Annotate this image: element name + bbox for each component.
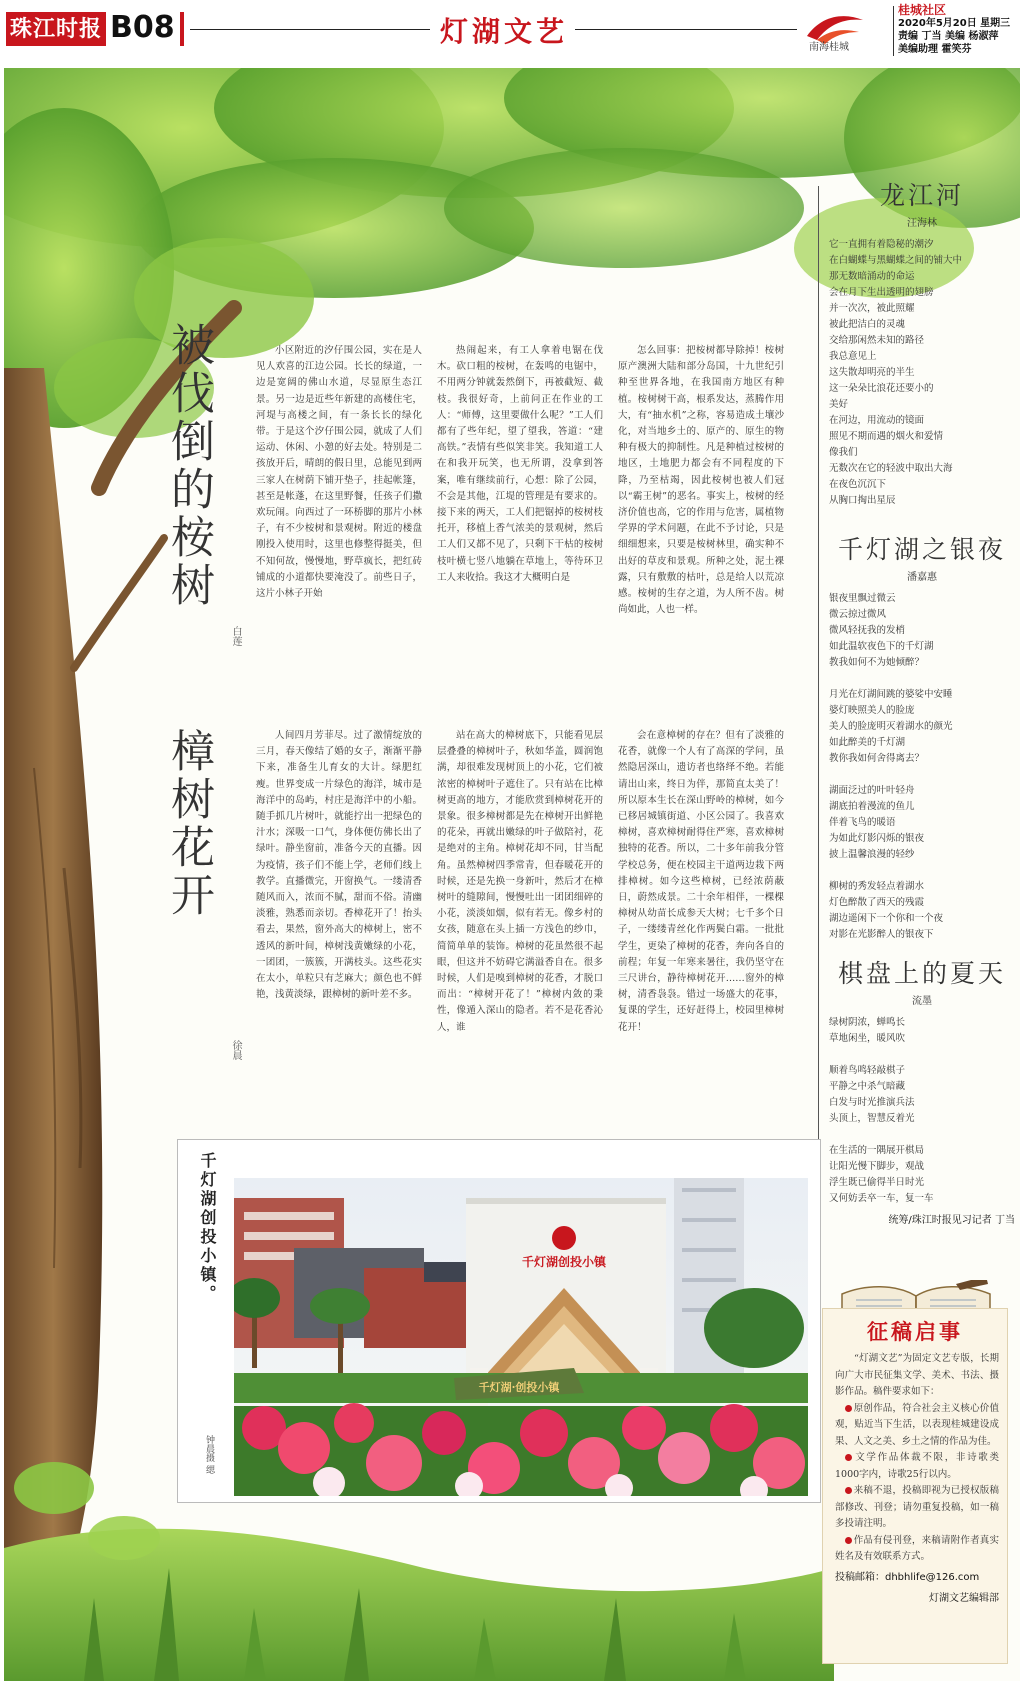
poem-line: 绿树阴浓，蝉鸣长 [829, 1017, 906, 1028]
poem-line: 照见不期而遇的烟火和爱情 [829, 431, 944, 442]
poem-line: 并一次次，被此照耀 [829, 303, 915, 314]
poem-line: 湖底拍着漫流的鱼儿 [829, 801, 915, 812]
poem-line: 草地闲坐，暖风吹 [829, 1033, 906, 1044]
notice-text [835, 1351, 999, 1566]
page-number: B08 [110, 10, 175, 45]
poem-line: 会在月下生出透明的翅膀 [829, 287, 934, 298]
poem-line: 在夜色沉沉下 [829, 479, 887, 490]
masthead [0, 0, 1024, 64]
poem-line: 如此醉美的千灯湖 [829, 737, 906, 748]
poem-line: 美人的脸庞明灭着湖水的颜光 [829, 721, 953, 732]
brand-name: 南海桂城 [809, 42, 849, 53]
poem-line: 如此温软夜色下的千灯湖 [829, 641, 934, 652]
poem-line: 柳树的秀发轻点着湖水 [829, 881, 925, 892]
poem-longjiang [829, 176, 1015, 509]
poem2-stanza [829, 591, 1015, 671]
article2-column-1: 人间四月芳菲尽。过了激情绽放的三月，春天像结了婚的女子，渐渐平静下来，准备生儿育女的大计。绿肥红瘦。世界变成一片绿色的海洋，城市是海洋中的岛屿，村庄是海洋中的小船。随手抓几片树叶，就能拧出一把绿色的汁水；深吸一口气，身体便仿佛长出了绿叶。静坐窗前，准备今天的直播。因为疫情，孩子们不能上学，老师们线上教学。直播微完，开窗换气。一缕清香随风而入，浓而不腻，甜而不俗。清幽淡雅，熟悉而亲切。香樟花开了！抬头看去，果然，窗外高大的樟树上，密不透风的新叶间，樟树浅黄嫩绿的小花，一团团，一簇簇，开满枝头。这些花实在太小，单粒只有芝麻大；颜色也不鲜艳，浅黄淡绿，跟樟树的新叶差不多。 [256, 730, 422, 1001]
notice-intro: “灯湖文艺”为固定文艺专版，长期向广大市民征集文学、美术、书法、摄影作品。稿件要求如下： [835, 1353, 999, 1397]
building-sign: 千灯湖创投小镇 [521, 1255, 607, 1269]
poem-line: 披上温馨浪漫的轻纱 [829, 849, 915, 860]
poem-column-rule [818, 186, 819, 1246]
poem-line: 在生活的一隅展开棋局 [829, 1145, 925, 1156]
poem3-title: 棋盘上的夏天 [837, 959, 1006, 988]
poem-line: 我总意见上 [829, 351, 877, 362]
poem3-author: 流墨 [912, 996, 932, 1007]
article1-column-2: 热闹起来，有工人拿着电锯在伐木。砍口粗的桉树，在轰鸣的电锯中，不用两分钟就轰然倒下，再被截短、截枝。我很好奇，上前问正在作业的工人：“师傅，这里要做什么呢？”工人们都有了些年纪，望了望我，答道：“建高铁。”表情有些似笑非笑。我知道工人在和我开玩笑，也无所谓，没拿到答案，唯有继续前行，心想：除了公园，不会是其他，江堤的管理是有要求的。接下来的两天，工人们把锯掉的桉树枝托开，移植上香气浓美的景观树，然后工人们又都不见了，只剩下干枯的桉树枝叶横七竖八地躺在草地上，等待环卫工人来收拾。我这才大概明白是 [437, 345, 603, 583]
poem-line: 平静之中杀气暗藏 [829, 1081, 906, 1092]
poem-line: 在河边，用流动的镜面 [829, 415, 925, 426]
poem3-stanza [829, 1015, 1015, 1047]
bullet-icon [845, 1405, 852, 1412]
notice-rule: 原创作品，符合社会主义核心价值观，贴近当下生活，以表现桂城建设成果、人文之美、乡土之情的作品为佳。 [835, 1402, 999, 1447]
poem2-stanza [829, 783, 1015, 863]
poem2-stanza [829, 879, 1015, 943]
assistant-credit: 美编助理 霍笑芬 [898, 44, 972, 55]
poem-qiandenghu [829, 530, 1015, 959]
poem-line: 微风轻抚我的发梢 [829, 625, 906, 636]
poem-line: 月光在灯湖间跳的婆娑中安睡 [829, 689, 953, 700]
poem-line: 它一直拥有着隐秘的潮汐 [829, 239, 934, 250]
poem-line: 湖面泛过的叶叶轻舟 [829, 785, 915, 796]
poem-line: 被此把洁白的灵魂 [829, 319, 906, 330]
header-divider [893, 6, 894, 56]
poem-line: 浮生既已偷得半日时光 [829, 1177, 925, 1188]
poem3-stanza [829, 1063, 1015, 1127]
poem-line: 伴着飞鸟的暖语 [829, 817, 896, 828]
coordinator-credit: 统筹/珠江时报见习记者 丁当 [888, 1215, 1015, 1226]
poem-line: 湖边遥闲下一个你和一个夜 [829, 913, 944, 924]
issue-date: 2020年5月20日 星期三 [898, 18, 1011, 29]
photo-credit: 钟晨摄 缌 [204, 1435, 214, 1474]
section-title: 灯湖文艺 [440, 15, 569, 48]
poem2-stanza [829, 687, 1015, 767]
article1-column-1: 小区附近的汐仔围公园，实在是人见人欢喜的江边公园。长长的绿道，一边是宽阔的佛山水道，尽显原生态江景。另一边是近些年新建的高楼住宅，河堤与高楼之间，有一条长长的绿化带。于是这个汐仔围公园，就成了人们运动、休闲、小憩的好去处。特别是二孩放开后，晴朗的假日里，总能见到两三家人在树荫下铺开垫子，挂起帐篷，甚至是帐蓬，在这里野餐，任孩子们撒欢玩闹。向西过了一环桥脚的那片小林子，有不少桉树和景观树。附近的楼盘刚投入使用时，这里也修整得挺美，但不知何故，慢慢地，野草疯长，把红砖铺成的小道都快要淹没了。前些日子，这片小林子开始 [256, 345, 422, 600]
poem-chessboard [829, 954, 1015, 1226]
poem-line: 在白蝴蝶与黑蝴蝶之间的铺大中 [829, 255, 963, 266]
poem-line: 对影在光影醉人的银夜下 [829, 929, 934, 940]
poem3-stanza [829, 1143, 1015, 1207]
stone-sign: 千灯湖·创投小镇 [478, 1381, 560, 1394]
poem-line: 让阳光慢下脚步，观战 [829, 1161, 925, 1172]
call-for-submissions [822, 1280, 1016, 1666]
poem1-title: 龙江河 [879, 181, 964, 210]
poem-line: 这一朵朵比浪花还要小的 [829, 383, 934, 394]
notice-rule: 文学作品体裁不限，非诗歌类1000字内，诗歌25行以内。 [835, 1452, 999, 1480]
newspaper-logo: 珠江时报 [6, 12, 106, 46]
article2-column-2: 站在高大的樟树底下，只能看见层层叠叠的樟树叶子，秋如华盖，圆润饱满，却很难发现树顶上的小花，它们被浓密的樟树叶子遮住了。只有站在比樟树更高的地方，才能欣赏到樟树花开的景象。很多樟树都是先在樟树开出鲜艳的花朵，再就出嫩绿的叶子做陪衬，花是绝对的主角。樟树花却不同，甘当配角。虽然樟树四季常青，但春暖花开的时候，还是先换一身新叶，然后才在樟树叶的缝隙间，慢慢吐出一团团细碎的小花，淡淡如烟，似有若无。像乡村的女孩，随意在头上插一方浅色的纱巾，简简单单的装饰。樟树的花虽然很不起眼，但这并不妨碍它满溢香自在。很多时候，人们是嗅到樟树的花香，才脱口而出：“樟树开花了！”樟树内敛的秉性，像遁入深山的隐者。若不是花香沁人，谁 [437, 730, 603, 1033]
poem-line: 教你我如何舍得离去？ [829, 753, 925, 764]
notice-body [822, 1308, 1008, 1664]
column-name: 桂城社区 [898, 3, 947, 17]
poem-line: 这失散却明亮的半生 [829, 367, 915, 378]
article1-column-3: 怎么回事：把桉树都导除掉！桉树原产澳洲大陆和部分岛国，十九世纪引种至世界各地，在我国南方地区有种植。桉树树干高，根系发达，蒸腾作用大，有“抽水机”之称，容易造成土壤沙化，对当地乡土的、原产的、原生的物种有极大的抑制性。凡是种植过桉树的地区，土地肥力都会有不同程度的下降，乃至枯竭，因此桉树也被人们冠以“霸王树”的恶名。事实上，桉树的经济价值也高，它的作用与危害，属植物学界的学术问题，在此不予讨论，只是细细想来，只要是桉树林里，确实种不出好的草皮和景观。所种之处，泥土裸露，只有敷敷的枯叶，总是给人以荒凉感。桉树的生存之道，为人所不齿。树尚如此，人也一样。 [618, 345, 784, 616]
poem-line: 美好 [829, 399, 849, 410]
poem-line: 又何妨丢卒一车，复一车 [829, 1193, 934, 1204]
article2-author: 徐晨 [230, 1040, 241, 1060]
header-rule-right [575, 29, 797, 30]
poem-line: 微云掠过微风 [829, 609, 887, 620]
poem-line: 那无数暗涌动的命运 [829, 271, 915, 282]
poem-line: 无数次在它的轻波中取出大海 [829, 463, 953, 474]
notice-title: 征稿启事 [867, 1319, 963, 1344]
article2-column-3: 会在意樟树的存在？但有了淡雅的花香，就像一个人有了高深的学问，虽然隐居深山，遗访者也络绎不绝。若能请出山来，终日为伴，那简直太美了！所以原本生长在深山野岭的樟树，如今已移居城镇街道、小区公园了。我喜欢樟树，喜欢樟树耐得住严寒，喜欢樟树独特的花香。所以，二十多年前我分管学校总务，便在校园主干道两边栽下两排樟树。如今这些樟树，已经浓荫蔽日，蔚然成景。二十余年相伴，一棵棵樟树从幼苗长成参天大树；七千多个日子，一缕缕青丝化作两鬓白霜。一批批学生，更染了樟树的花香，奔向各自的前程；年复一年寒来暑往，我仍坚守在三尺讲台，静待樟树花开……窗外的樟树，清香袅袅。错过一场盛大的花事，复课的学生，还好赶得上，校园里樟树花开！ [618, 730, 784, 1033]
editor-credit: 责编 丁当 美编 杨淑萍 [898, 31, 999, 42]
poem1-author: 汪海林 [907, 218, 937, 229]
issue-meta [898, 4, 1010, 56]
photo-caption: 千灯湖创投小镇。 [198, 1152, 217, 1304]
bullet-icon [845, 1537, 852, 1544]
article2-title: 樟树花开 [163, 728, 214, 920]
poem-line: 白发与时光推演兵法 [829, 1097, 915, 1108]
header-accent-bar [180, 12, 184, 46]
article1-title: 被伐倒的桉树 [163, 322, 214, 610]
poem1-body [829, 237, 1015, 509]
poem-line: 婆灯映照美人的脸庞 [829, 705, 915, 716]
poem-line: 为如此灯影闪烁的银夜 [829, 833, 925, 844]
editorial-department: 灯湖文艺编辑部 [929, 1592, 999, 1604]
poem-line: 从胸口掏出星辰 [829, 495, 896, 506]
article1-author: 白莲 [230, 626, 241, 646]
chuangtou-town-photo [234, 1178, 808, 1496]
poem-line: 交给那闲然未知的路径 [829, 335, 925, 346]
notice-rule: 来稿不退，投稿即视为已授权版稿部修改、刊登；请勿重复投稿，如一稿多投请注明。 [835, 1485, 999, 1529]
poem-line: 教我如何不为她倾醉？ [829, 657, 925, 668]
poem2-title: 千灯湖之银夜 [837, 535, 1006, 564]
notice-rule: 作品有侵刊登，来稿请附作者真实姓名及有效联系方式。 [835, 1534, 999, 1562]
header-rule-left [190, 29, 430, 30]
poem2-author: 潘嘉惠 [907, 572, 937, 583]
bullet-icon [845, 1454, 852, 1461]
poem-line: 像我们 [829, 447, 858, 458]
poem-line: 灯色醉散了西天的残霞 [829, 897, 925, 908]
poem-line: 头顶上，智慧反着光 [829, 1113, 915, 1124]
poem-line: 顺着鸟鸣轻敲棋子 [829, 1065, 906, 1076]
poem-line: 银夜里飘过微云 [829, 593, 896, 604]
submission-email[interactable]: 投稿邮箱：dhbhlife@126.com [835, 1571, 980, 1583]
bullet-icon [845, 1487, 852, 1494]
